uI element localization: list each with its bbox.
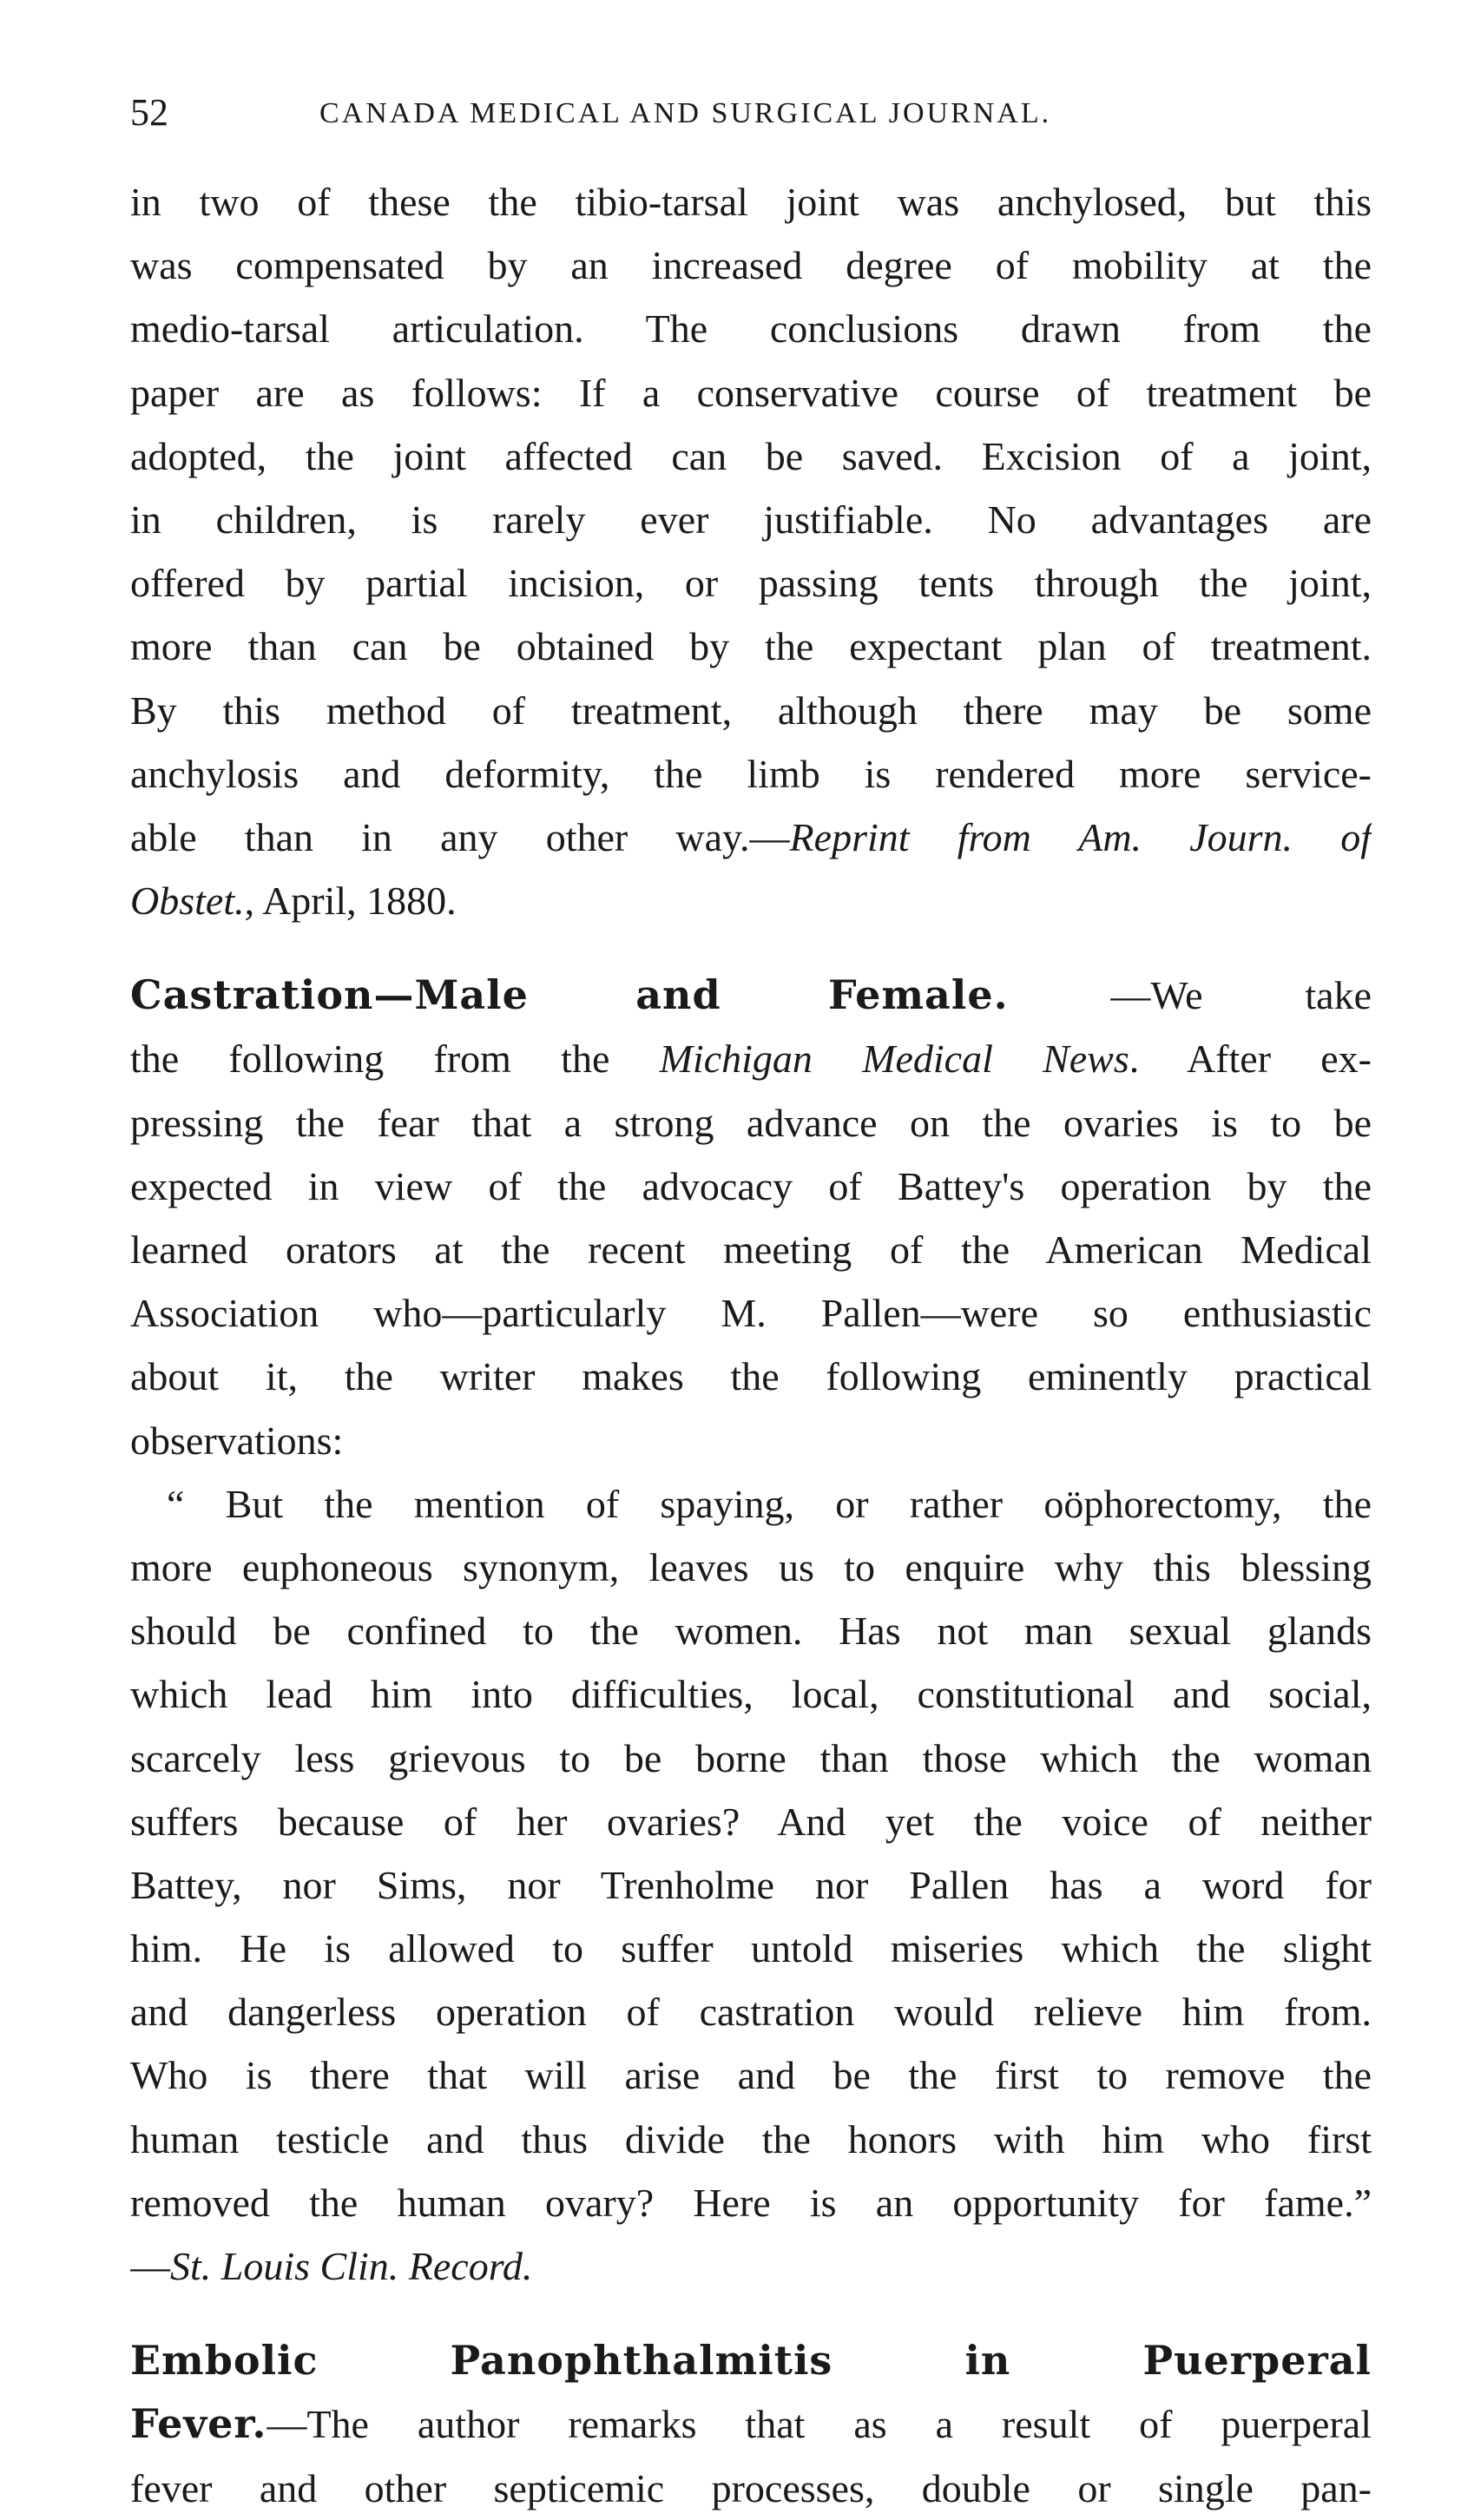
section-heading: Fever.: [130, 2400, 267, 2448]
text-line: [130, 2392, 1372, 2456]
quote-line: human testicle and thus divide the honors with him who first: [130, 2116, 1372, 2161]
quote-line: should be confined to the women. Has not man sexual glands: [130, 1609, 1372, 1654]
text-span: able than in any other way.—: [130, 814, 790, 859]
text-line: [130, 964, 1372, 1027]
text-span: , April, 1880.: [244, 878, 457, 924]
text-line: in children, is rarely ever justifiable. No advantages are: [130, 497, 1372, 542]
text-span: . After ex-: [1129, 1036, 1372, 1082]
text-line: Association who—particularly M. Pallen—were so enthusiastic: [130, 1291, 1372, 1336]
text-line: was compensated by an increased degree of mobility at the: [130, 243, 1372, 288]
text-line: By this method of treatment, although there may be some: [130, 688, 1372, 733]
text-line: learned orators at the recent meeting of the American Medical: [130, 1227, 1372, 1272]
journal-title: Michigan Medical News: [659, 1036, 1129, 1082]
page-number: 52: [130, 91, 168, 134]
text-line: [130, 2329, 1372, 2392]
paragraph-gap: [130, 2298, 1372, 2329]
text-line: medio-tarsal articulation. The conclusions drawn from the: [130, 306, 1372, 352]
text-line: about it, the writer makes the following eminently practical: [130, 1354, 1372, 1399]
text-line: anchylosis and deformity, the limb is rendered more service-: [130, 751, 1372, 796]
quote-line: scarcely less grievous to be borne than those which the woman: [130, 1735, 1372, 1780]
paragraph-gap: [130, 932, 1372, 964]
citation: Reprint from Am. Journ. of: [789, 814, 1372, 859]
text-line: [130, 869, 1372, 932]
running-head: CANADA MEDICAL AND SURGICAL JOURNAL.: [319, 97, 1052, 129]
body-text: [130, 170, 1372, 2520]
text-line: in two of these the tibio-tarsal joint was anchylosed, but this: [130, 180, 1372, 224]
quote-line: Battey, nor Sims, nor Trenholme nor Pallen has a word for: [130, 1862, 1372, 1907]
text-line: fever and other septicemic processes, double or single pan-: [130, 2465, 1372, 2510]
quote-line: Who is there that will arise and be the first to remove the: [130, 2053, 1372, 2098]
text-line: more than can be obtained by the expectant plan of treatment.: [130, 624, 1372, 669]
quote-line: suffers because of her ovaries? And yet the voice of neither: [130, 1799, 1372, 1844]
quote-line: which lead him into difficulties, local, constitutional and social,: [130, 1672, 1372, 1717]
text-line: observations:: [130, 1418, 344, 1463]
quote-line: him. He is allowed to suffer untold miseries which the slight: [130, 1926, 1372, 1971]
quote-source-line: [130, 2234, 1372, 2298]
quote-line: and dangerless operation of castration would relieve him from.: [130, 1990, 1372, 2035]
text-line: expected in view of the advocacy of Battey's operation by the: [130, 1163, 1372, 1208]
text-span: the following from the: [130, 1036, 660, 1082]
page-header: [130, 87, 1363, 139]
text-line: [130, 806, 1372, 869]
citation: Obstet.: [130, 878, 245, 924]
text-line: offered by partial incision, or passing tents through the joint,: [130, 561, 1372, 606]
quote-line: “ But the mention of spaying, or rather oöphorectomy, the: [167, 1481, 1372, 1526]
section-heading: Castration—Male and Female.: [130, 971, 1009, 1019]
quote-line: removed the human ovary? Here is an opportunity for fame.”: [130, 2180, 1372, 2225]
quote-line: more euphoneous synonym, leaves us to enquire why this blessing: [130, 1544, 1372, 1589]
text-line: adopted, the joint affected can be saved. Excision of a joint,: [130, 433, 1372, 478]
text-span: —The author remarks that as a result of puerperal: [267, 2402, 1372, 2447]
quote-source: St. Louis Clin. Record.: [170, 2244, 533, 2288]
text-line: pressing the fear that a strong advance on the ovaries is to be: [130, 1100, 1372, 1145]
section-heading: Embolic Panophthalmitis in Puerperal: [130, 2337, 1372, 2385]
text-span: —: [130, 2244, 170, 2288]
text-line: paper are as follows: If a conservative course of treatment be: [130, 370, 1372, 415]
text-line: [130, 1027, 1372, 1090]
text-span: —We take: [1008, 973, 1372, 1018]
